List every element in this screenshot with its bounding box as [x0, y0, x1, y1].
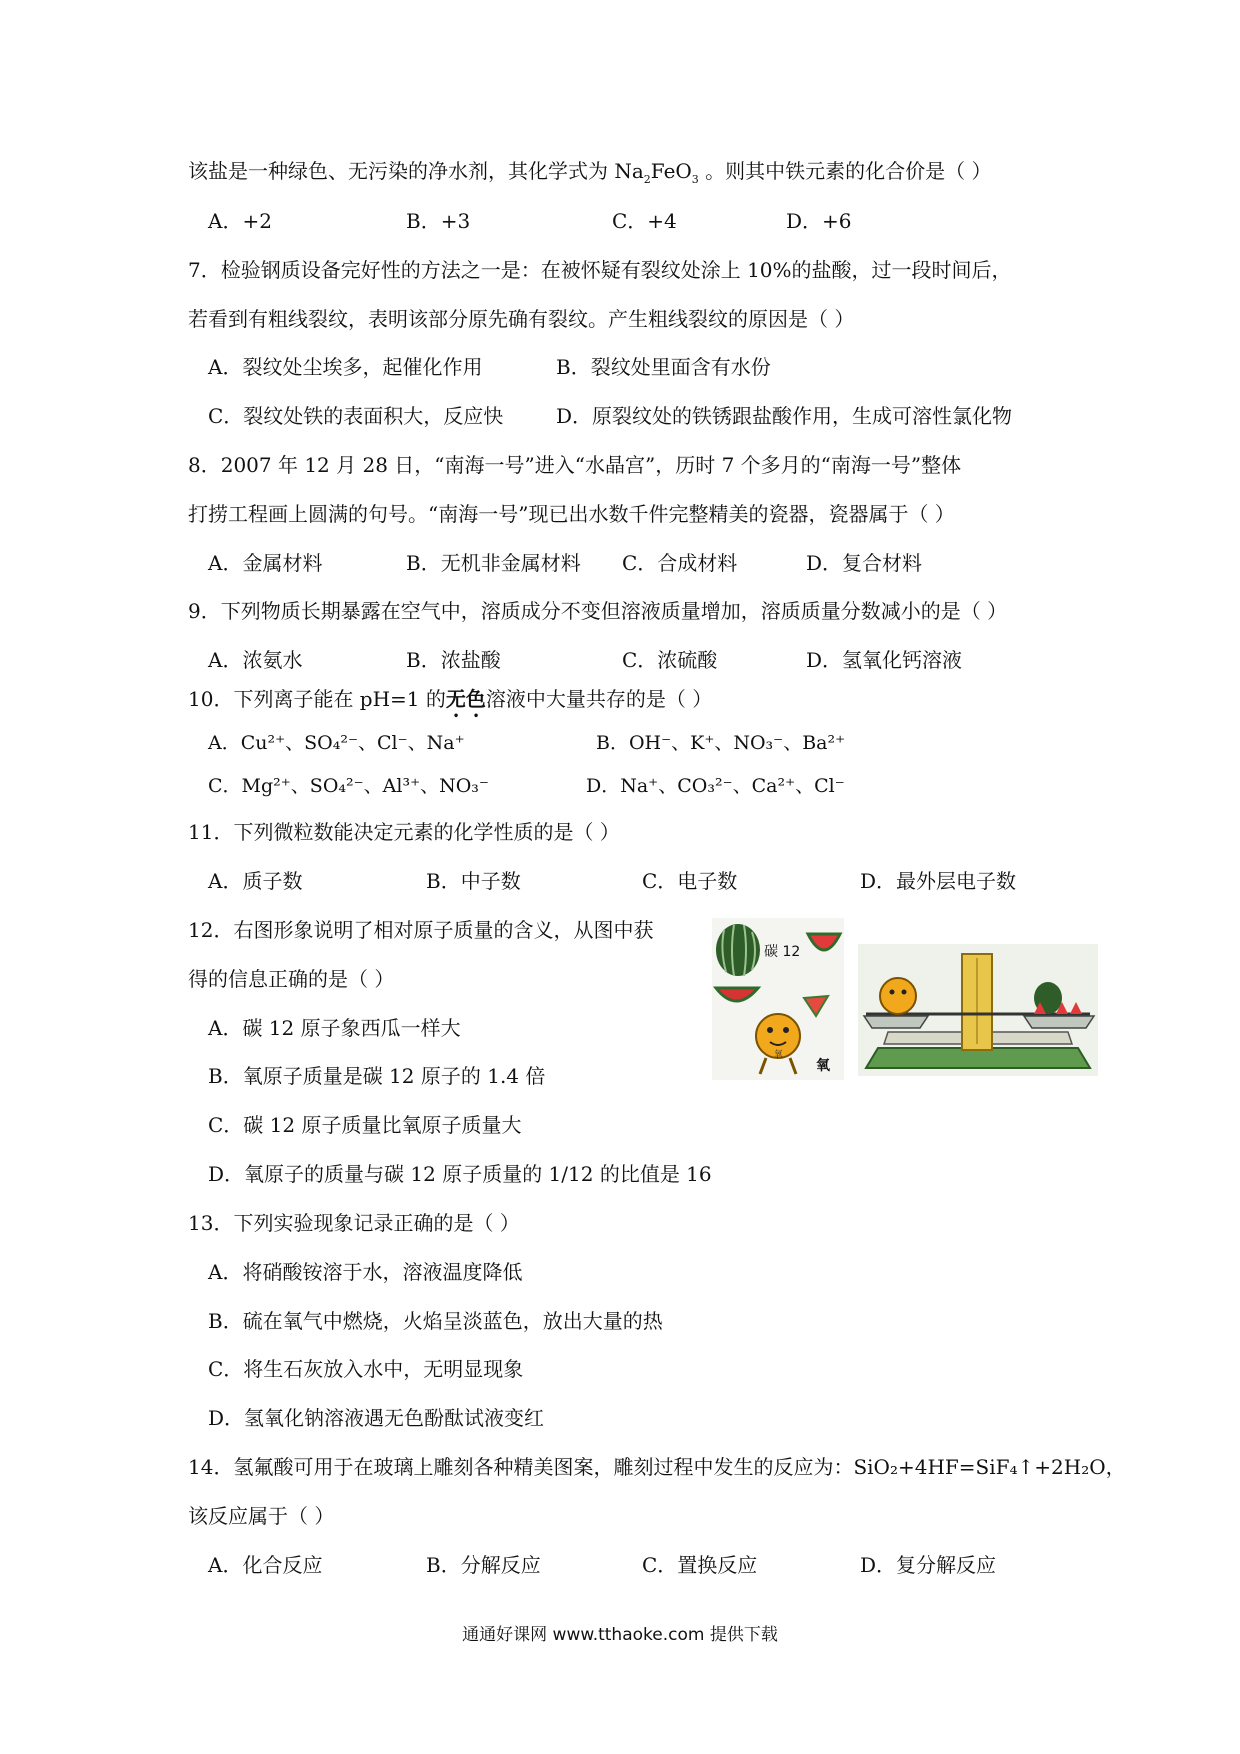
q14-option-a: A．化合反应 — [208, 1553, 323, 1577]
q12-option-b: B．氧原子质量是碳 12 原子的 1.4 倍 — [208, 1064, 546, 1088]
q12-figure-label-o: 氧 — [816, 1058, 830, 1074]
q8-stem-line2: 打捞工程画上圆满的句号。“南海一号”现已出水数千件完整精美的瓷器，瓷器属于（ ） — [188, 502, 955, 526]
q12-atom-label-o: 氧 — [774, 1050, 784, 1060]
q13-option-d: D．氢氧化钠溶液遇无色酚酞试液变红 — [208, 1406, 545, 1430]
q11-option-b: B．中子数 — [426, 869, 521, 893]
q14-option-b: B．分解反应 — [426, 1553, 541, 1577]
q12-option-c: C．碳 12 原子质量比氧原子质量大 — [208, 1113, 522, 1137]
q10-option-d: D．Na⁺、CO₃²⁻、Ca²⁺、Cl⁻ — [586, 775, 845, 797]
q11-option-a: A．质子数 — [208, 869, 303, 893]
q6-option-a: A．+2 — [208, 209, 272, 233]
q12-option-a: A．碳 12 原子象西瓜一样大 — [208, 1016, 461, 1040]
q8-option-a: A．金属材料 — [208, 551, 323, 575]
q8-option-d: D．复合材料 — [806, 551, 923, 575]
q12-option-d: D．氧原子的质量与碳 12 原子质量的 1/12 的比值是 16 — [208, 1162, 712, 1186]
q7-stem-line1: 7．检验钢质设备完好性的方法之一是：在被怀疑有裂纹处涂上 10%的盐酸，过一段时间后， — [188, 258, 1012, 282]
q8-stem-line1: 8．2007 年 12 月 28 日，“南海一号”进入“水晶宫”，历时 7 个多月的“南海一号”整体 — [188, 453, 962, 477]
q13-option-a: A．将硝酸铵溶于水，溶液温度降低 — [208, 1260, 523, 1284]
q7-option-a: A．裂纹处尘埃多，起催化作用 — [208, 355, 483, 379]
q9-option-c: C．浓硫酸 — [622, 648, 718, 672]
q8-option-c: C．合成材料 — [622, 551, 738, 575]
page-footer: 通通好课网 www.tthaoke.com 提供下载 — [462, 1625, 778, 1645]
q7-option-b: B．裂纹处里面含有水份 — [556, 355, 771, 379]
q7-option-d: D．原裂纹处的铁锈跟盐酸作用，生成可溶性氯化物 — [556, 404, 1013, 428]
q11-option-d: D．最外层电子数 — [860, 869, 1017, 893]
q6-option-d: D．+6 — [786, 209, 852, 233]
q9-option-a: A．浓氨水 — [208, 648, 303, 672]
q9-option-b: B．浓盐酸 — [406, 648, 501, 672]
q10-option-c: C．Mg²⁺、SO₄²⁻、Al³⁺、NO₃⁻ — [208, 775, 489, 797]
q13-option-c: C．将生石灰放入水中，无明显现象 — [208, 1357, 524, 1381]
q7-option-c: C．裂纹处铁的表面积大，反应快 — [208, 404, 504, 428]
q14-stem-line2: 该反应属于（ ） — [188, 1504, 335, 1528]
q14-stem-line1: 14．氢氟酸可用于在玻璃上雕刻各种精美图案，雕刻过程中发生的反应为：SiO₂+4HF=SiF₄↑+2H₂O， — [188, 1455, 1126, 1479]
q12-figure-label-c12: 碳 12 — [764, 944, 801, 960]
q12-figure-balance-scale — [858, 944, 1098, 1076]
q11-stem: 11．下列微粒数能决定元素的化学性质的是（ ） — [188, 820, 620, 844]
q6-option-c: C．+4 — [612, 209, 677, 233]
q12-figure-watermelon-atoms — [712, 918, 844, 1080]
q12-stem-line1: 12．右图形象说明了相对原子质量的含义，从图中获 — [188, 918, 654, 942]
q7-stem-line2: 若看到有粗线裂纹，表明该部分原先确有裂纹。产生粗线裂纹的原因是（ ） — [188, 307, 855, 331]
q14-option-d: D．复分解反应 — [860, 1553, 997, 1577]
q13-option-b: B．硫在氧气中燃烧，火焰呈淡蓝色，放出大量的热 — [208, 1309, 663, 1333]
scale-oxygen-atom-icon — [880, 978, 916, 1014]
q10-option-a: A．Cu²⁺、SO₄²⁻、Cl⁻、Na⁺ — [208, 732, 465, 754]
q6-stem: 该盐是一种绿色、无污染的净水剂，其化学式为 $Na_2FeO_3$ 。则其中铁元素的化合价是（ ） — [188, 159, 992, 186]
q10-stem: 10．下列离子能在 pH=1 的无色溶液中大量共存的是（ ） — [188, 687, 713, 711]
q9-stem: 9．下列物质长期暴露在空气中，溶质成分不变但溶液质量增加，溶质质量分数减小的是（ ） — [188, 599, 1008, 623]
q11-option-c: C．电子数 — [642, 869, 738, 893]
q12-stem-line2: 得的信息正确的是（ ） — [188, 967, 395, 991]
q14-option-c: C．置换反应 — [642, 1553, 758, 1577]
q6-option-b: B．+3 — [406, 209, 471, 233]
q10-emphasis-colorless: 无色 — [445, 687, 486, 711]
q9-option-d: D．氢氧化钙溶液 — [806, 648, 963, 672]
q8-option-b: B．无机非金属材料 — [406, 551, 581, 575]
q13-stem: 13．下列实验现象记录正确的是（ ） — [188, 1211, 520, 1235]
q10-option-b: B．OH⁻、K⁺、NO₃⁻、Ba²⁺ — [596, 732, 846, 754]
